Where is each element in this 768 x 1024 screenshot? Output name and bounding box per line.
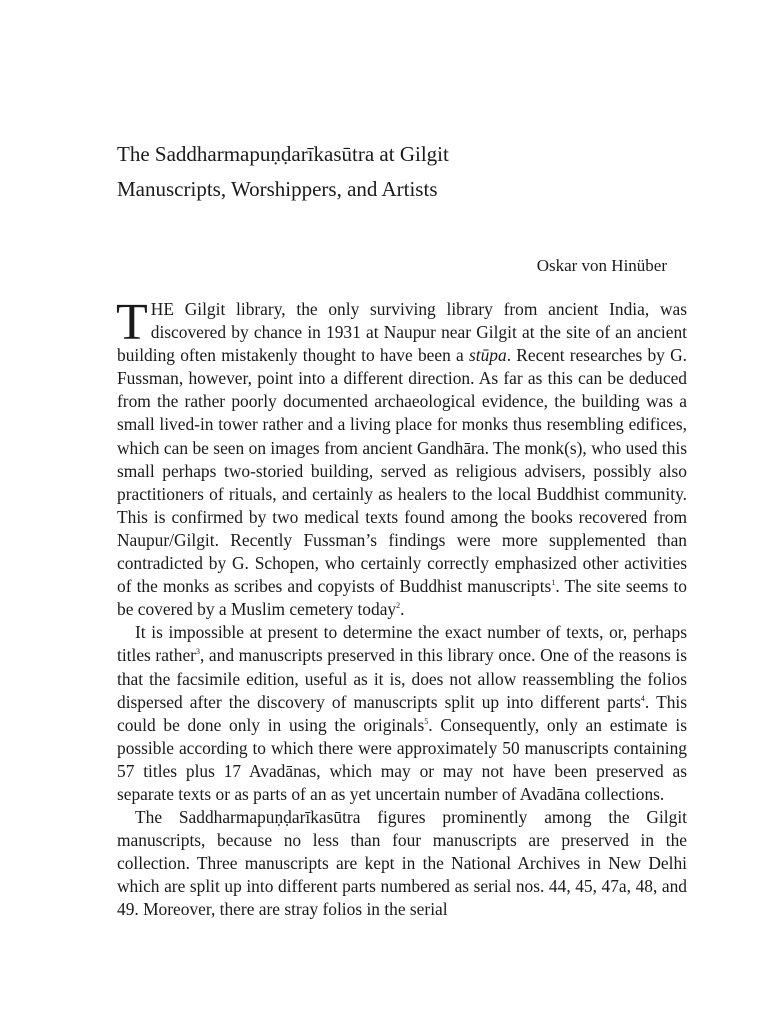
footnote-ref-1: 1: [551, 578, 556, 588]
author-name: Oskar von Hinüber: [536, 256, 667, 275]
title-line-1: The Saddharmapuṇḍarīkasūtra at Gilgit: [117, 142, 449, 166]
title-line-2-subtitle: Manuscripts, Worshippers, and Artists: [117, 177, 438, 201]
paragraph-3-text-a: The Saddharmapuṇḍarīkasūtra figures prominently among the Gilgit manuscripts, because no less than four manuscripts are preserved in the collection. Three manuscripts are kept in the National Archives in New Delhi which are split up into different parts numbered as serial nos. 44, 45, 47a, 48, and 49. Moreover, there are stray folios in the serial: [117, 807, 687, 920]
paragraph-1: [116, 294, 687, 621]
article-title: [117, 137, 677, 207]
drop-cap: T: [116, 294, 148, 351]
article-body: [116, 294, 687, 922]
paragraph-2-text-c: . This could be done only in using the originals: [117, 691, 687, 735]
paragraph-2: [117, 621, 687, 806]
paragraph-2-text-d: . Consequently, only an estimate is possible according to which there were approximately 50 manuscripts containing 57 titles plus 17 Avadānas, which may or may not have been preserved as separate texts or as parts of an as yet uncertain number of Avadāna collections.: [117, 714, 687, 804]
footnote-ref-5: 5: [424, 716, 429, 726]
footnote-ref-4: 4: [640, 693, 645, 703]
footnote-ref-3: 3: [195, 647, 200, 657]
italic-term-stupa: stūpa: [469, 345, 507, 366]
paragraph-2-text-a: It is impossible at present to determine the exact number of texts, or, perhaps titles rather: [117, 622, 687, 666]
paragraph-1-text-a: HE Gilgit library, the only surviving library from ancient India, was discovered by chance in 1931 at Naupur near Gilgit at the site of an ancient building often mistakenly thought to have been a: [117, 299, 687, 366]
paragraph-1-text-b: . Recent researches by G. Fussman, however, point into a different direction. As far as this can be deduced from the rather poorly documented archaeological evidence, the building was a small lived-in tower rather and a living place for monks thus resembling edifices, which can be seen on images from ancient Gandhāra. The monk(s), who used this small perhaps two-storied building, served as religious advisers, possibly also practitioners of rituals, and certainly as healers to the local Buddhist community. This is confirmed by two medical texts found among the books recovered from Naupur/Gilgit. Recently Fussman’s findings were more supplemented than contradicted by G. Schopen, who certainly correctly emphasized other activities of the monks as scribes and copyists of Buddhist manuscripts: [117, 345, 687, 597]
paragraph-2-text-b: , and manuscripts preserved in this library once. One of the reasons is that the facsimile edition, useful as it is, does not allow reassembling the folios dispersed after the discovery of manuscripts split up into different parts: [117, 645, 687, 712]
paragraph-1-text-d: .: [400, 599, 405, 620]
paragraph-3: [117, 806, 687, 921]
footnote-ref-2: 2: [396, 601, 401, 611]
paragraph-1-text-c: . The site seems to be covered by a Muslim cemetery today: [117, 576, 687, 620]
